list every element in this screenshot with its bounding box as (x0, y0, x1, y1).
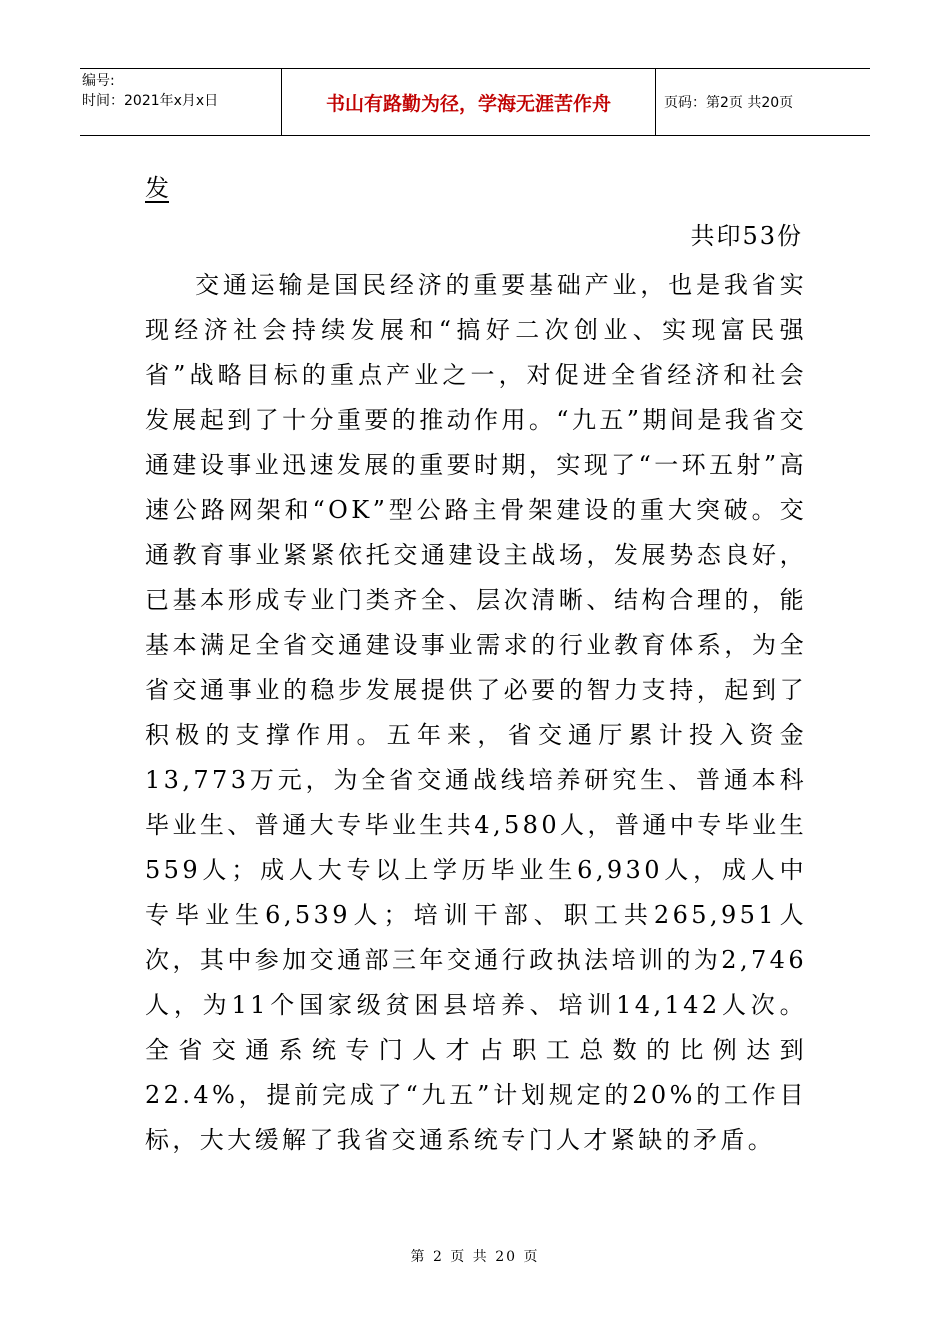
serial-label: 编号: (82, 73, 115, 89)
header-meta-cell (80, 69, 282, 135)
header-motto-cell (282, 69, 656, 135)
body-paragraph: 交通运输是国民经济的重要基础产业，也是我省实现经济社会持续发展和“搞好二次创业、实现富民强省”战略目标的重点产业之一，对促进全省经济和社会发展起到了十分重要的推动作用。“九五”期间是我省交通建设事业迅速发展的重要时期，实现了“一环五射”高速公路网架和“OK”型公路主骨架建设的重大突破。交通教育事业紧紧依托交通建设主战场，发展势态良好，已基本形成专业门类齐全、层次清晰、结构合理的，能基本满足全省交通建设事业需求的行业教育体系，为全省交通事业的稳步发展提供了必要的智力支持，起到了积极的支撑作用。五年来，省交通厅累计投入资金13,773万元，为全省交通战线培养研究生、普通本科毕业生、普通大专毕业生共4,580人，普通中专毕业生559人；成人大专以上学历毕业生6,930人，成人中专毕业生6,539人；培训干部、职工共265,951人次，其中参加交通部三年交通行政执法培训的为2,746人，为11个国家级贫困县培养、培训14,142人次。全省交通系统专门人才占职工总数的比例达到22.4%，提前完成了“九五”计划规定的20%的工作目标，大大缓解了我省交通系统专门人才紧缺的矛盾。 (145, 271, 807, 1154)
time-label: 时间：2021年x月x日 (82, 93, 219, 109)
copies-count: 共印53份 (690, 222, 803, 250)
section-title: 发 (145, 174, 169, 202)
page-header (80, 68, 870, 136)
page-footer: 第 2 页 共 20 页 (410, 1249, 540, 1265)
header-page-cell (656, 69, 870, 135)
header-page-info: 页码：第2页 共20页 (664, 95, 794, 111)
motto-text: 书山有路勤为径，学海无涯苦作舟 (325, 92, 611, 115)
